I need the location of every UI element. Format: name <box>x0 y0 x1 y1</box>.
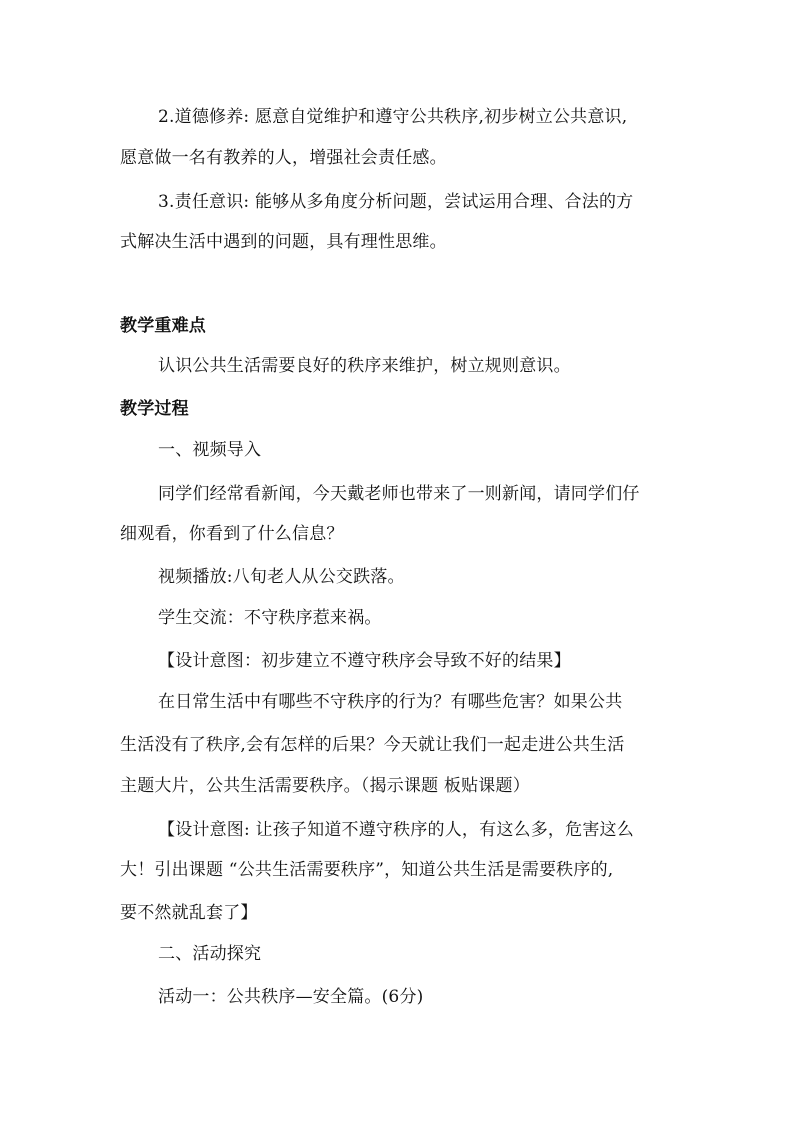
section-heading-key-points: 教学重难点 <box>120 316 206 336</box>
design-intent-2-line-2: 大！引出课题 “公共生活需要秩序”，知道公共生活是需要秩序的, <box>120 860 614 880</box>
paragraph-video-play: 视频播放:八旬老人从公交跌落。 <box>158 567 405 587</box>
section-heading-process: 教学过程 <box>120 399 189 419</box>
objective-responsibility-line-2: 式解决生活中遇到的问题，具有理性思维。 <box>120 232 447 252</box>
design-intent-2-line-3: 要不然就乱套了】 <box>120 903 258 923</box>
design-intent-1: 【设计意图：初步建立不遵守秩序会导致不好的结果】 <box>158 651 571 671</box>
paragraph-news-line-2: 细观看，你看到了什么信息？ <box>120 524 344 544</box>
paragraph-student-discussion: 学生交流：不守秩序惹来祸。 <box>158 608 382 628</box>
design-intent-2-line-1: 【设计意图: 让孩子知道不遵守秩序的人，有这么多，危害这么 <box>158 820 634 840</box>
objective-responsibility-line-1: 3.责任意识: 能够从多角度分析问题，尝试运用合理、合法的方 <box>158 192 634 212</box>
subsection-activity-explore: 二、活动探究 <box>158 944 262 964</box>
key-points-text: 认识公共生活需要良好的秩序来维护，树立规则意识。 <box>158 356 571 376</box>
objective-moral-line-2: 愿意做一名有教养的人，增强社会责任感。 <box>120 148 447 168</box>
subsection-video-intro: 一、视频导入 <box>158 440 262 460</box>
paragraph-daily-life-line-2: 生活没有了秩序,会有怎样的后果？今天就让我们一起走进公共生活 <box>120 735 625 755</box>
objective-moral-line-1: 2.道德修养: 愿意自觉维护和遵守公共秩序,初步树立公共意识, <box>158 107 628 127</box>
paragraph-daily-life-line-1: 在日常生活中有哪些不守秩序的行为？有哪些危害？如果公共 <box>158 692 623 712</box>
paragraph-news-line-1: 同学们经常看新闻，今天戴老师也带来了一则新闻，请同学们仔 <box>158 484 640 504</box>
paragraph-daily-life-line-3: 主题大片，公共生活需要秩序。（揭示课题 板贴课题） <box>120 776 530 796</box>
activity-one-line: 活动一：公共秩序—安全篇。(6分) <box>158 987 424 1007</box>
